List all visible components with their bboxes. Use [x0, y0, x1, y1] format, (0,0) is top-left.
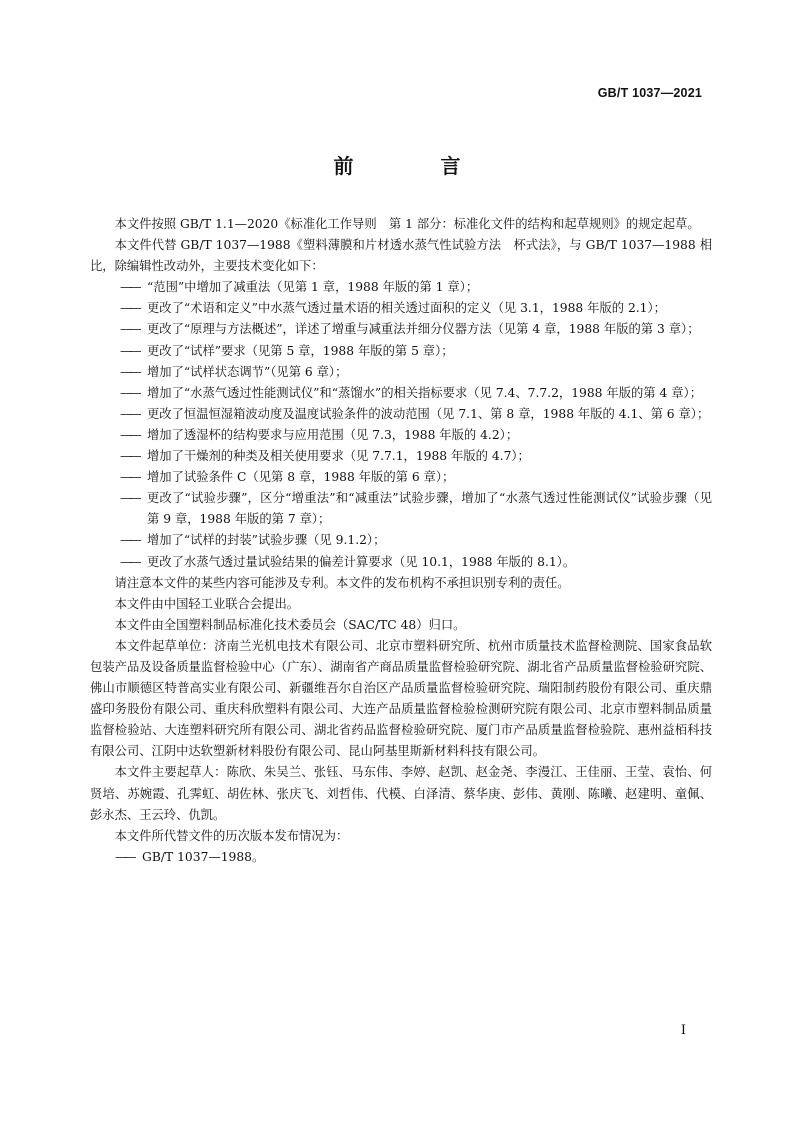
change-item — [90, 319, 712, 340]
change-item-text: “范围”中增加了减重法（见第 1 章，1988 年版的第 1 章）； — [147, 280, 479, 295]
change-item-text: 增加了“试样的封装”试验步骤（见 9.1.2）； — [147, 533, 386, 548]
change-item-text: 更改了恒温恒湿箱波动度及温度试验条件的波动范围（见 7.1、第 8 章，1988 年版的 4.1、第 6 章）； — [147, 406, 710, 421]
change-item — [90, 552, 712, 573]
change-item — [90, 446, 712, 467]
dash-marker: —— — [120, 385, 139, 400]
dash-marker: —— — [120, 406, 139, 421]
dash-marker: —— — [120, 427, 139, 442]
proposer-statement: 本文件由中国轻工业联合会提出。 — [114, 596, 300, 611]
change-item-text: 更改了“术语和定义”中水蒸气透过量术语的相关透过面积的定义（见 3.1，1988 年版的 2.1）； — [147, 301, 666, 316]
page-title: 前 言 — [333, 154, 501, 178]
history-item — [90, 847, 712, 868]
drafting-organizations: 本文件起草单位：济南兰光机电技术有限公司、北京市塑料研究所、杭州市质量技术监督检测院、国家食品软包装产品及设备质量监督检验中心（广东）、湖南省产商品质量监督检验研究院、湖北省产品质量监督检验研究院、佛山市顺德区特普高实业有限公司、新疆维吾尔自治区产品质量监督检验研究院、瑞阳制药股份有限公司、重庆鼎盛印务股份有限公司、重庆科欣塑料有限公司、大连产品质量监督检验检测研究院有限公司、北京市塑料制品质量监督检验站、大连塑料研究所有限公司、湖北省药品监督检验研究院、厦门市产品质量监督检验院、惠州益栢科技有限公司、江阴中达软塑新材料股份有限公司、昆山阿基里斯新材料科技有限公司。 — [90, 638, 712, 759]
patent-notice: 请注意本文件的某些内容可能涉及专利。本文件的发布机构不承担识别专利的责任。 — [114, 575, 570, 590]
change-item — [90, 425, 712, 446]
dash-marker: —— — [120, 343, 139, 358]
page-number: I — [680, 1023, 686, 1038]
change-item — [90, 404, 712, 425]
change-item — [90, 383, 712, 404]
dash-marker: —— — [120, 322, 139, 337]
document-code: GB/T 1037—2021 — [597, 86, 702, 100]
change-item-text: 增加了透湿杯的结构要求与应用范围（见 7.3，1988 年版的 4.2）； — [147, 427, 519, 442]
dash-marker: —— — [120, 280, 139, 295]
change-item — [90, 362, 712, 383]
change-item-text: 更改了“试验步骤”，区分“增重法”和“减重法”试验步骤，增加了“水蒸气透过性能测试仪”试验步骤（见第 9 章，1988 年版的第 7 章）； — [147, 491, 712, 527]
dash-marker: —— — [120, 491, 139, 506]
intro-paragraph: 本文件代替 GB/T 1037—1988《塑料薄膜和片材透水蒸气性试验方法 杯式法》，与 GB/T 1037—1988 相比，除编辑性改动外，主要技术变化如下： — [90, 238, 712, 274]
dash-marker: —— — [120, 301, 139, 316]
dash-marker: —— — [120, 554, 139, 569]
change-item-text: 更改了“原理与方法概述”，详述了增重与减重法并细分仪器方法（见第 4 章，1988 年版的第 3 章）； — [147, 322, 700, 337]
dash-marker: —— — [120, 364, 139, 379]
dash-marker: —— — [120, 533, 139, 548]
history-item-text: GB/T 1037—1988。 — [142, 849, 265, 864]
change-item — [90, 298, 712, 319]
change-item-text: 增加了“水蒸气透过性能测试仪”和“蒸馏水”的相关指标要求（见 7.4、7.7.2，1988 年版的第 4 章）； — [147, 385, 702, 400]
change-item-text: 更改了水蒸气透过量试验结果的偏差计算要求（见 10.1，1988 年版的 8.1）。 — [147, 554, 576, 569]
change-item — [90, 467, 712, 488]
committee-statement: 本文件由全国塑料制品标准化技术委员会（SAC/TC 48）归口。 — [114, 617, 466, 632]
change-item-text: 更改了“试样”要求（见第 5 章，1988 年版的第 5 章）； — [147, 343, 454, 358]
dash-marker: —— — [115, 849, 134, 864]
change-item-text: 增加了试验条件 C（见第 8 章，1988 年版的第 6 章）； — [147, 470, 455, 485]
foreword-body — [90, 214, 712, 868]
change-item — [90, 530, 712, 551]
change-item — [90, 488, 712, 530]
drafters: 本文件主要起草人：陈欣、朱吴兰、张钰、马东伟、李婷、赵凯、赵金尧、李漫江、王佳丽、王莹、袁怡、何贤培、苏婉霞、孔霁虹、胡佐林、张庆飞、刘哲伟、代模、白泽清、蔡华庚、彭伟、黄刚、陈曦、赵建明、童佩、彭永杰、王云玲、仇凯。 — [90, 765, 712, 822]
dash-marker: —— — [120, 449, 139, 464]
intro-paragraph: 本文件按照 GB/T 1.1—2020《标准化工作导则 第 1 部分：标准化文件的结构和起草规则》的规定起草。 — [114, 217, 700, 231]
change-item — [90, 341, 712, 362]
history-intro: 本文件所代替文件的历次版本发布情况为： — [114, 828, 349, 843]
change-item — [90, 277, 712, 298]
change-item-text: 增加了“试样状态调节”（见第 6 章）； — [147, 364, 348, 379]
dash-marker: —— — [120, 470, 139, 485]
change-item-text: 增加了干燥剂的种类及相关使用要求（见 7.7.1，1988 年版的 4.7）； — [147, 449, 530, 464]
